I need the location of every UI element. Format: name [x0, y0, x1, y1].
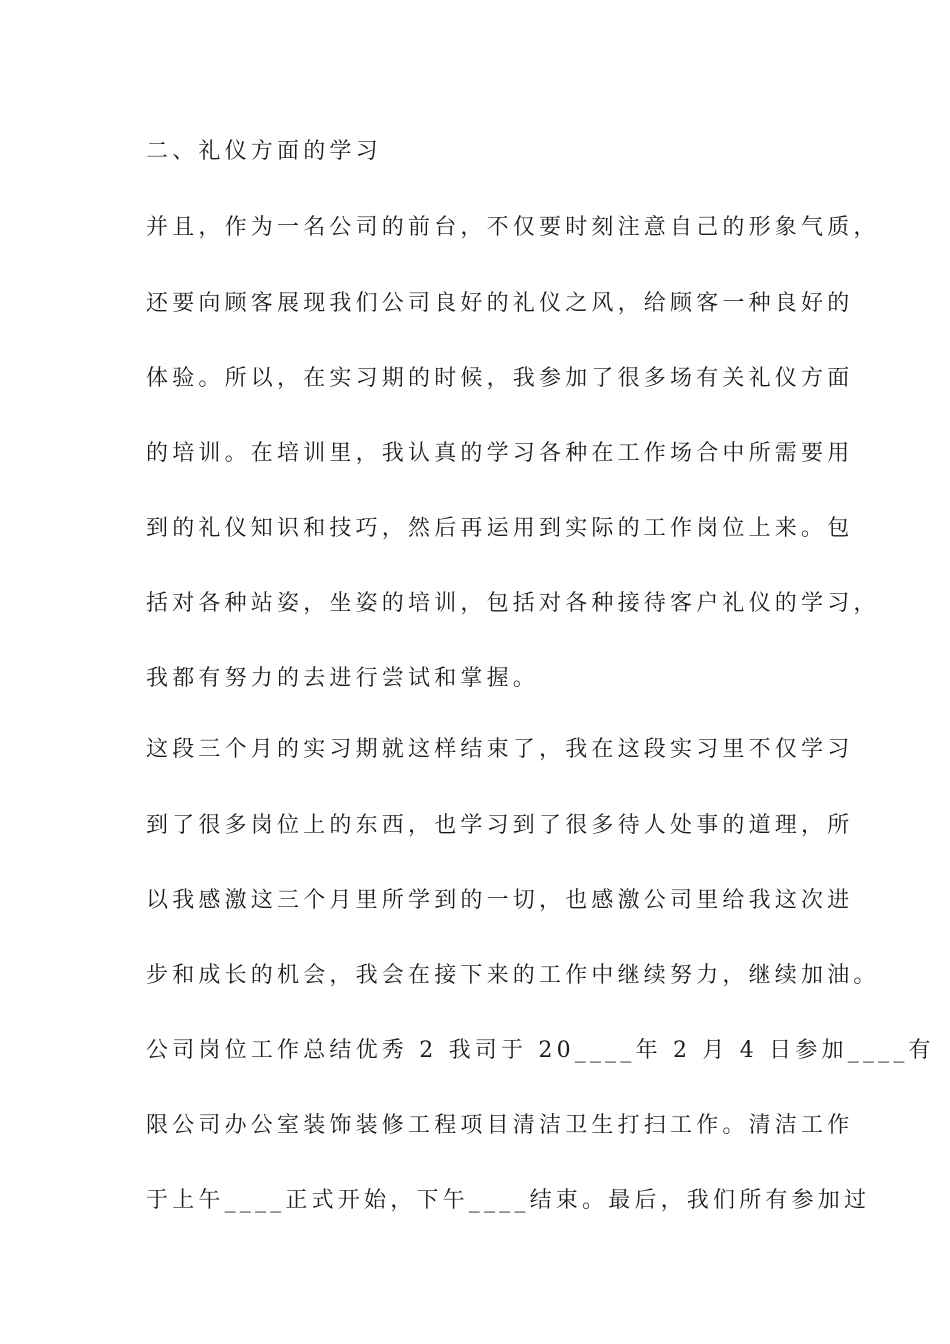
text-line: 到了很多岗位上的东西，也学习到了很多待人处事的道理，所 [146, 813, 854, 838]
text-line: 限公司办公室装饰装修工程项目清洁卫生打扫工作。清洁工作 [146, 1113, 854, 1138]
text-line: 的培训。在培训里，我认真的学习各种在工作场合中所需要用 [146, 441, 854, 466]
text-line: 并且，作为一名公司的前台，不仅要时刻注意自己的形象气质， [146, 215, 880, 240]
text-line: 体验。所以，在实习期的时候，我参加了很多场有关礼仪方面 [146, 366, 854, 391]
text-line: 我都有努力的去进行尝试和掌握。 [146, 666, 540, 691]
text-line: 于上午____正式开始，下午____结束。最后，我们所有参加过 [146, 1188, 871, 1213]
text-line: 到的礼仪知识和技巧，然后再运用到实际的工作岗位上来。包 [146, 516, 854, 541]
text-line: 这段三个月的实习期就这样结束了，我在这段实习里不仅学习 [146, 737, 854, 762]
text-line: 还要向顾客展现我们公司良好的礼仪之风，给顾客一种良好的 [146, 291, 854, 316]
text-line: 括对各种站姿，坐姿的培训，包括对各种接待客户礼仪的学习， [146, 591, 880, 616]
text-line: 步和成长的机会，我会在接下来的工作中继续努力，继续加油。 [146, 963, 880, 988]
section-heading: 二、礼仪方面的学习 [146, 139, 382, 164]
text-line: 公司岗位工作总结优秀 2 我司于 20____年 2 月 4 日参加____有 [146, 1038, 935, 1063]
text-line: 以我感激这三个月里所学到的一切，也感激公司里给我这次进 [146, 888, 854, 913]
